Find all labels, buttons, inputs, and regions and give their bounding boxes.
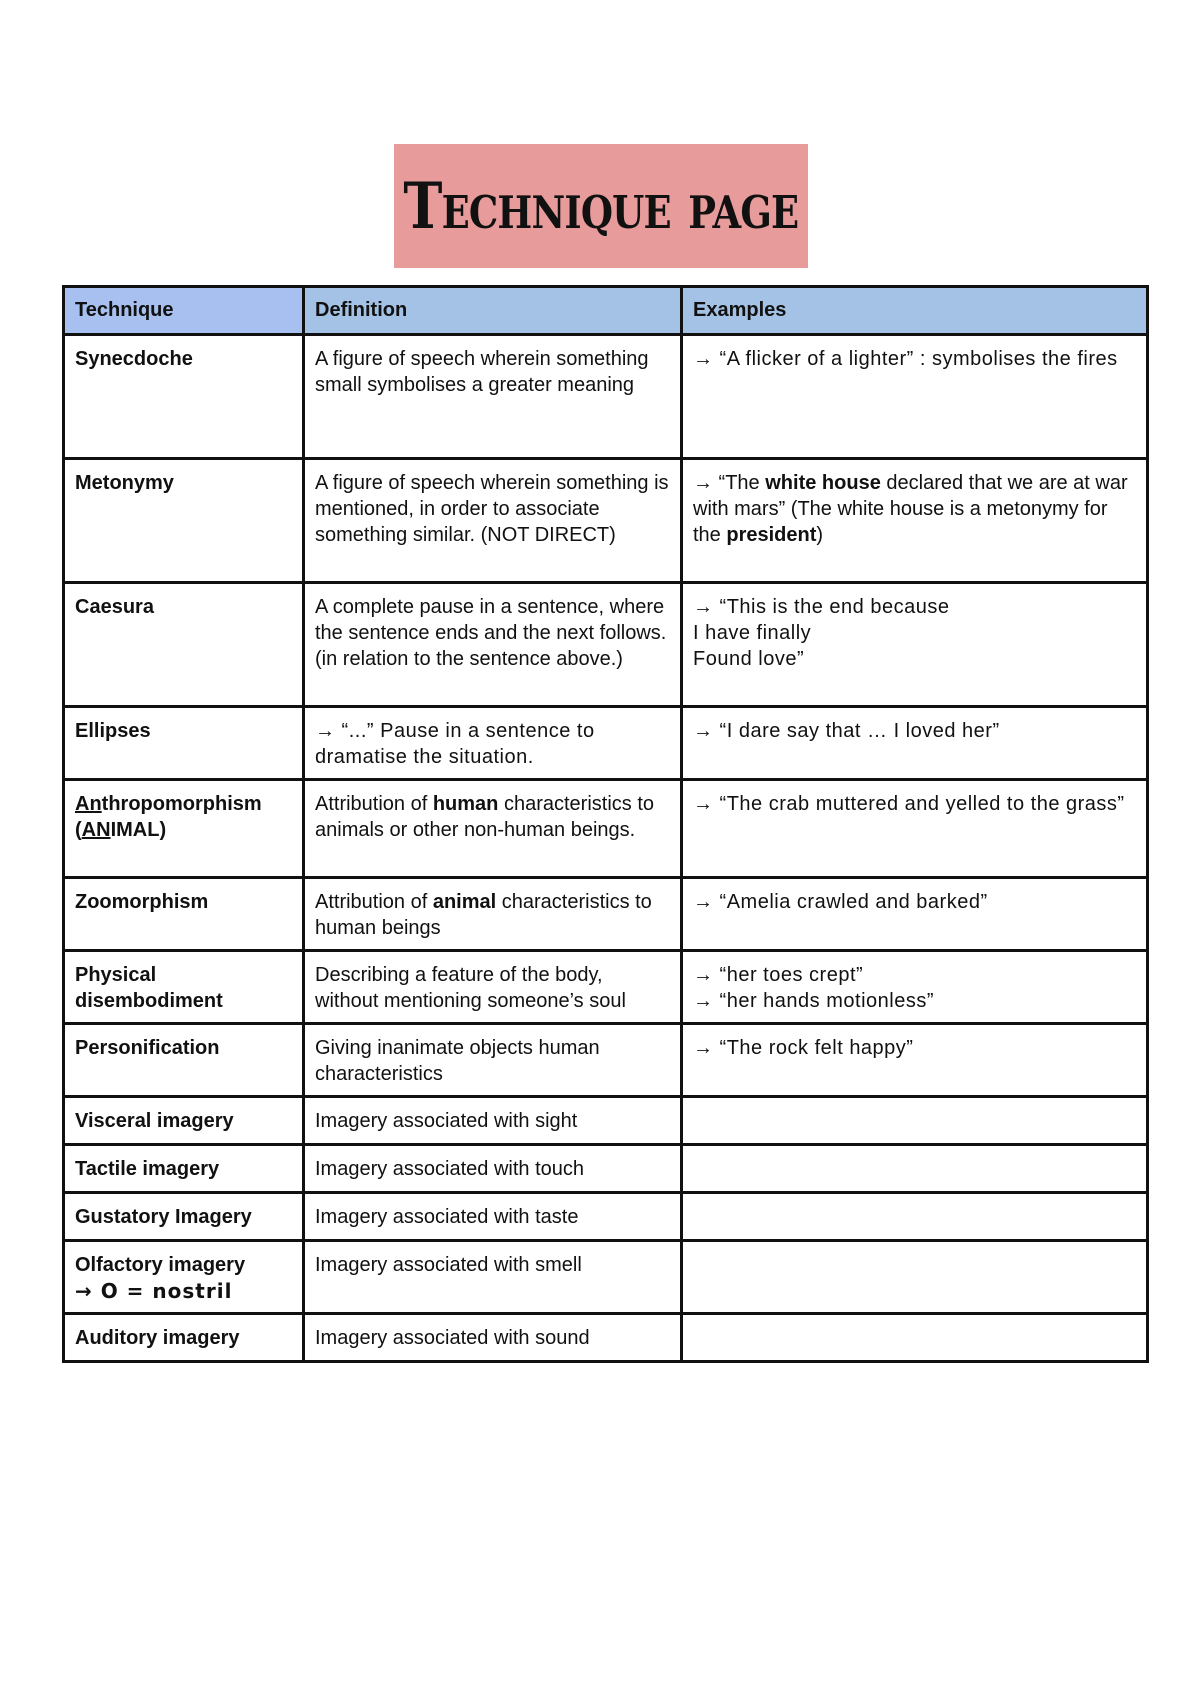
technique-cell: Caesura — [64, 583, 304, 707]
technique-table — [62, 285, 1149, 1363]
definition-cell: Describing a feature of the body, without mentioning someone’s soul — [304, 951, 682, 1024]
technique-cell: Ellipses — [64, 707, 304, 780]
definition-cell: → “...” Pause in a sentence to dramatise the situation. — [304, 707, 682, 780]
definition-cell: Imagery associated with sound — [304, 1314, 682, 1362]
definition-text: characteristics to human beings — [315, 891, 652, 939]
example-cell — [682, 1314, 1148, 1362]
example-cell — [682, 459, 1148, 583]
table-row — [64, 459, 1148, 583]
example-line: → “her toes crept” — [693, 964, 864, 986]
technique-cell: Tactile imagery — [64, 1145, 304, 1193]
example-cell: → “A flicker of a lighter” : symbolises the fires — [682, 335, 1148, 459]
example-emphasis: white house — [765, 472, 881, 494]
term-text: thropomorphism — [101, 793, 262, 815]
example-cell — [682, 1241, 1148, 1314]
table-row — [64, 878, 1148, 951]
example-cell — [682, 1193, 1148, 1241]
definition-cell: Imagery associated with smell — [304, 1241, 682, 1314]
definition-cell: A complete pause in a sentence, where the sentence ends and the next follows. (in relation to the sentence above.) — [304, 583, 682, 707]
technique-cell: Synecdoche — [64, 335, 304, 459]
technique-cell — [64, 780, 304, 878]
term-line: → O = nostril — [75, 1279, 233, 1303]
technique-cell: Personification — [64, 1024, 304, 1097]
header-examples: Examples — [682, 287, 1148, 335]
example-line: Found love” — [693, 648, 805, 670]
definition-cell: Imagery associated with sight — [304, 1097, 682, 1145]
table-row — [64, 1241, 1148, 1314]
definition-cell: A figure of speech wherein something is mentioned, in order to associate something similar. (NOT DIRECT) — [304, 459, 682, 583]
definition-cell — [304, 780, 682, 878]
term-line: Olfactory imagery — [75, 1254, 246, 1276]
table-row — [64, 707, 1148, 780]
term-underlined: An — [75, 793, 102, 815]
header-technique: Technique — [64, 287, 304, 335]
technique-cell: Auditory imagery — [64, 1314, 304, 1362]
definition-text: characteristics to animals or other non-human beings. — [315, 793, 655, 841]
definition-cell: Imagery associated with taste — [304, 1193, 682, 1241]
term-underlined: AN — [81, 819, 111, 841]
technique-cell: Metonymy — [64, 459, 304, 583]
table-row — [64, 1193, 1148, 1241]
example-cell — [682, 1097, 1148, 1145]
technique-cell: Visceral imagery — [64, 1097, 304, 1145]
definition-cell: Giving inanimate objects human characteristics — [304, 1024, 682, 1097]
table-row — [64, 951, 1148, 1024]
example-line: → “her hands motionless” — [693, 990, 934, 1012]
term-text: ( — [75, 819, 82, 841]
table-row — [64, 1145, 1148, 1193]
table-row — [64, 1097, 1148, 1145]
title-banner — [394, 144, 808, 268]
term-text: IMAL) — [110, 819, 167, 841]
definition-text: Attribution of — [315, 793, 433, 815]
definition-text: Attribution of — [315, 891, 433, 913]
example-cell — [682, 583, 1148, 707]
table-row — [64, 583, 1148, 707]
definition-emphasis: human — [432, 793, 499, 815]
table-row — [64, 335, 1148, 459]
technique-cell: Physical disembodiment — [64, 951, 304, 1024]
definition-cell: Imagery associated with touch — [304, 1145, 682, 1193]
example-line: I have finally — [693, 622, 812, 644]
example-cell: → “The crab muttered and yelled to the grass” — [682, 780, 1148, 878]
definition-cell — [304, 878, 682, 951]
technique-cell: Zoomorphism — [64, 878, 304, 951]
page-title: Technique page — [403, 168, 799, 244]
table-header-row — [64, 287, 1148, 335]
technique-cell — [64, 1241, 304, 1314]
header-definition: Definition — [304, 287, 682, 335]
example-cell — [682, 951, 1148, 1024]
example-emphasis: president — [726, 524, 817, 546]
table-row — [64, 1024, 1148, 1097]
example-cell: → “I dare say that … I loved her” — [682, 707, 1148, 780]
example-cell: → “Amelia crawled and barked” — [682, 878, 1148, 951]
example-cell: → “The rock felt happy” — [682, 1024, 1148, 1097]
example-text: declared that we are at war with mars” (The white house is a metonymy for the — [693, 472, 1128, 546]
table-row — [64, 1314, 1148, 1362]
technique-cell: Gustatory Imagery — [64, 1193, 304, 1241]
definition-cell: A figure of speech wherein something small symbolises a greater meaning — [304, 335, 682, 459]
example-text: → “The — [693, 472, 766, 494]
example-cell — [682, 1145, 1148, 1193]
example-line: → “This is the end because — [693, 596, 950, 618]
table-row — [64, 780, 1148, 878]
example-text: ) — [816, 524, 824, 546]
definition-emphasis: animal — [432, 891, 497, 913]
